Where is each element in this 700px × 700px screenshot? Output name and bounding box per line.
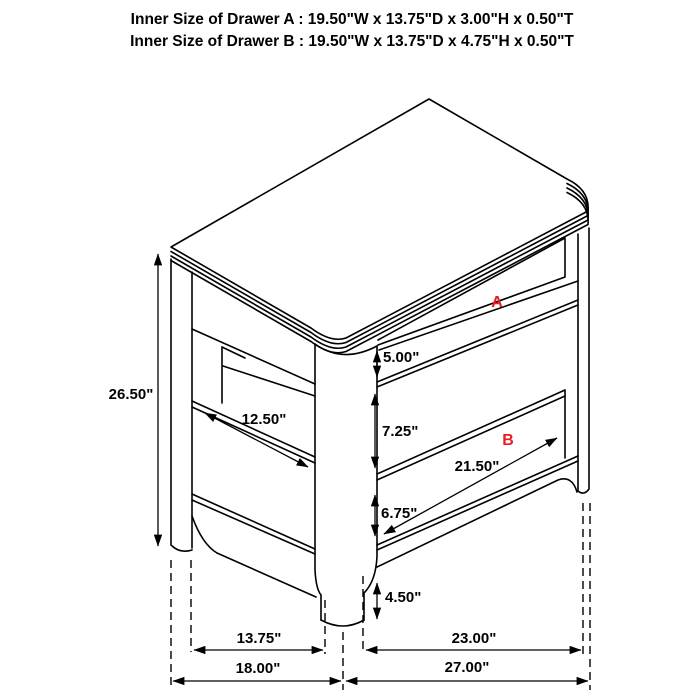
side-rail-bottom-edge [217,553,316,597]
dim-label-middle-opening: 7.25" [382,423,419,440]
right-leg-outer-edge [578,228,589,493]
dim-label-shelf-depth: 12.50" [241,411,287,428]
drawer-a-face [378,238,565,345]
dim-label-drawer-b-width: 21.50" [454,458,500,475]
dim-label-overall-width: 27.00" [444,659,490,676]
side-interior-shelf-line [223,366,315,396]
corner-post-foot-bottom [321,620,364,626]
side-rail-top-1 [192,494,315,549]
drawer-b-label: B [502,432,514,449]
header-line-2: Inner Size of Drawer B : 19.50"W x 13.75"D x 4.75"H x 0.50"T [130,33,574,50]
drawer-a-reveal-line [379,281,578,350]
tabletop-surface [171,99,588,339]
extension-lines [171,503,590,690]
front-rail-bottom-edge [377,479,577,567]
furniture-outline [171,99,589,626]
front-shelf-edge-bottom [377,305,578,387]
dim-label-front-leg-spacing: 23.00" [451,630,497,647]
dim-label-opening-a: 5.00" [383,349,420,366]
drawer-a-label: A [491,294,503,311]
corner-post-left-edge [315,344,321,620]
dimension-arrows [158,254,588,681]
corner-post-right-edge [364,346,377,620]
dim-label-leg-height: 4.50" [385,589,422,606]
header-line-1: Inner Size of Drawer A : 19.50"W x 13.75"D x 3.00"H x 0.50"T [130,11,574,28]
dim-label-side-leg-spacing: 13.75" [236,630,282,647]
side-rail-top-2 [192,500,315,554]
dim-label-overall-depth: 18.00" [235,660,281,677]
left-leg-outer-edge [171,259,192,551]
side-shelf-front-top [192,401,315,457]
dim-label-drawer-b-height: 6.75" [381,505,418,522]
dim-label-overall-height: 26.50" [108,386,154,403]
side-rail-bracket-curve [192,516,217,553]
side-interior-corner-top [222,347,245,358]
